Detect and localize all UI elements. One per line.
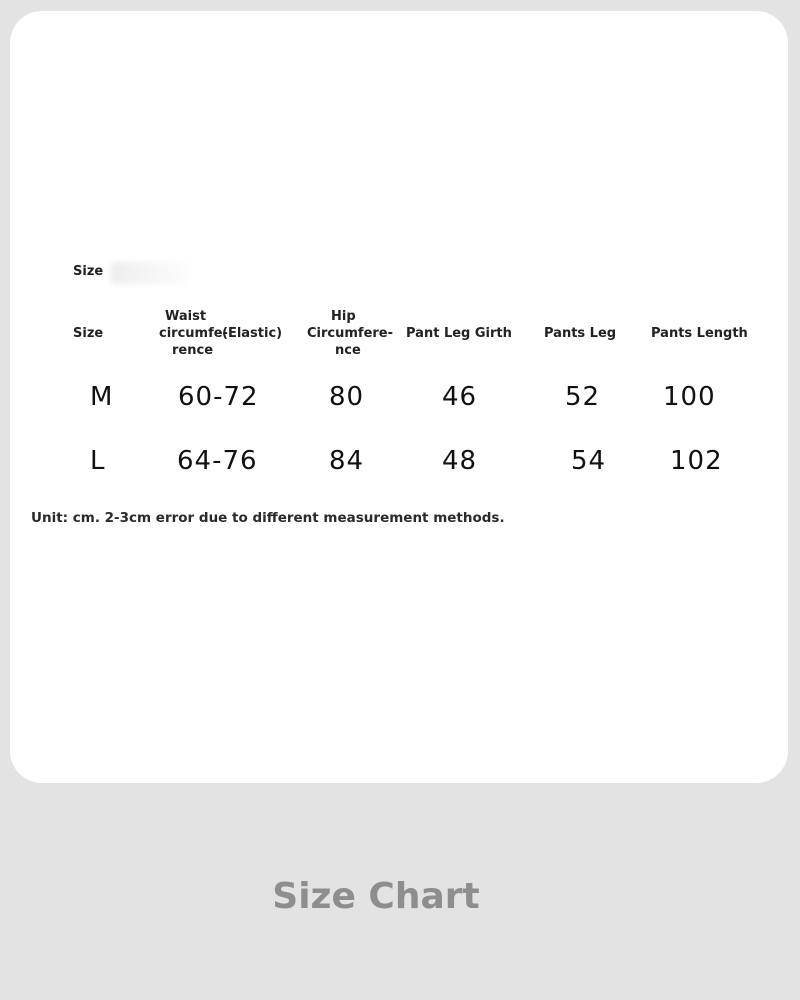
row-l-waist: 64-76 — [177, 446, 258, 476]
blurred-watermark — [110, 262, 190, 284]
row-m-leg: 52 — [565, 382, 601, 412]
row-m-hip: 80 — [329, 382, 365, 412]
row-l-size: L — [90, 446, 106, 476]
row-m-waist: 60-72 — [178, 382, 259, 412]
row-l-hip: 84 — [329, 446, 365, 476]
header-waist-elastic: (Elastic) — [222, 326, 283, 341]
header-waist-line3: rence — [172, 343, 214, 358]
row-m-girth: 46 — [442, 382, 478, 412]
row-l-leg: 54 — [571, 446, 607, 476]
row-l-length: 102 — [670, 446, 723, 476]
header-waist-line1: Waist — [165, 309, 207, 324]
size-chart-title: Size Chart — [272, 875, 480, 917]
row-m-size: M — [90, 382, 114, 412]
header-pant-leg-girth: Pant Leg Girth — [406, 326, 512, 341]
row-m-length: 100 — [663, 382, 716, 412]
header-waist-line2: circumfe- — [159, 326, 228, 341]
header-hip-line2: Circumfere- — [307, 326, 394, 341]
row-l-girth: 48 — [442, 446, 478, 476]
size-caption: Size — [73, 264, 104, 279]
header-pants-length: Pants Length — [651, 326, 748, 341]
header-hip-line3: nce — [335, 343, 361, 358]
header-hip-line1: Hip — [331, 309, 356, 324]
header-pants-leg: Pants Leg — [544, 326, 617, 341]
measurement-note: Unit: cm. 2-3cm error due to different measurement methods. — [31, 510, 505, 526]
header-size: Size — [73, 326, 104, 341]
